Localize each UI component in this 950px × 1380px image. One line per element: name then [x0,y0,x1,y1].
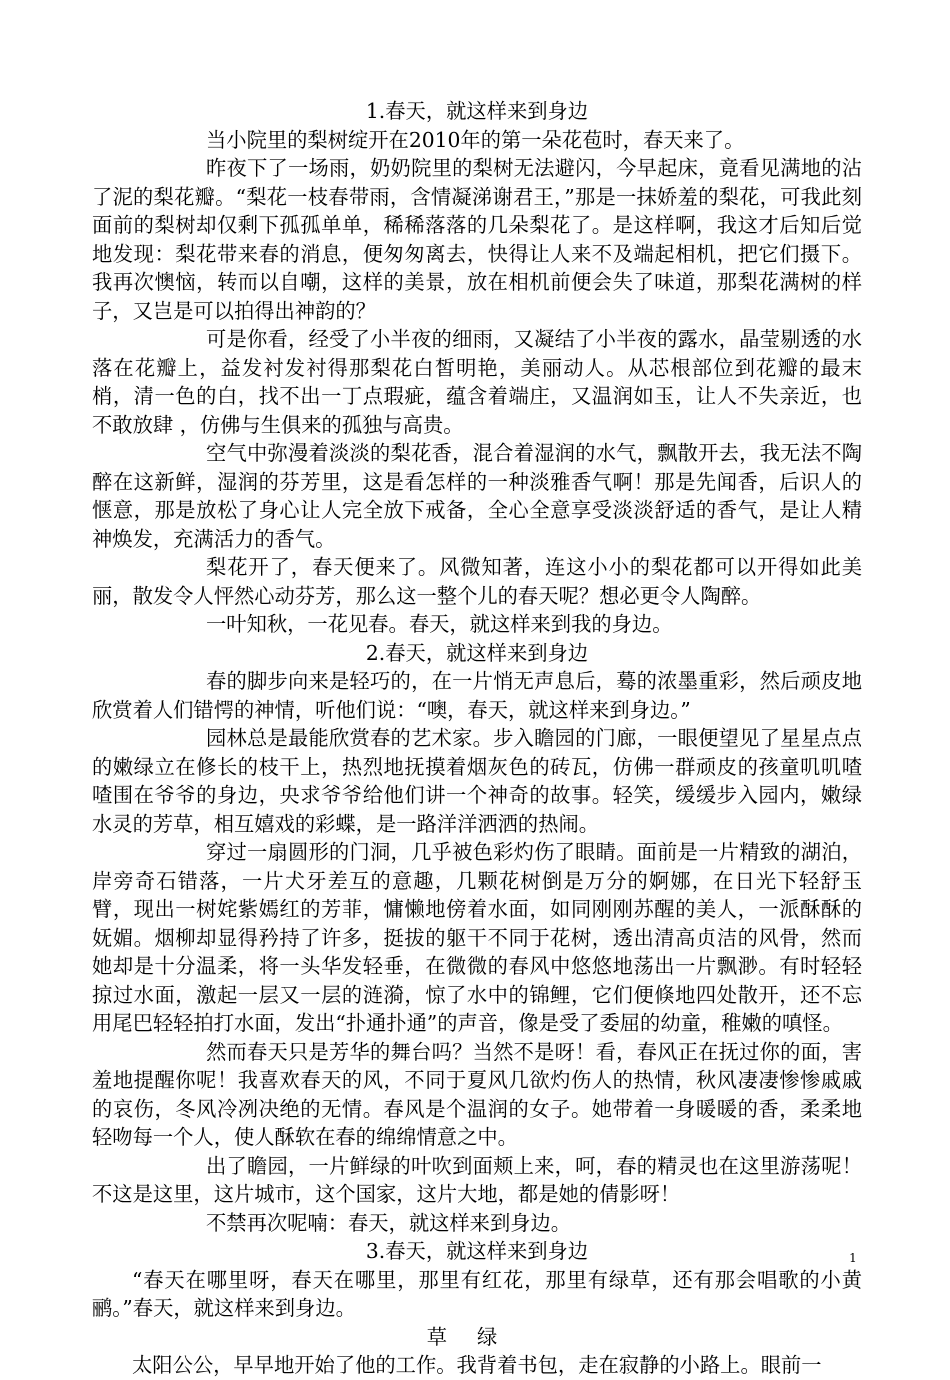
paragraph: 梨花开了，春天便来了。风微知著，连这小小的梨花都可以开得如此美丽，散发令人怦然心动芬芳，那么这一整个儿的春天呢？想必更令人陶醉。 [92,555,862,608]
page-number: 1 [849,1251,857,1265]
paragraph: “春天在哪里呀，春天在哪里，那里有红花，那里有绿草，还有那会唱歌的小黄鹂。”春天，就这样来到身边。 [92,1267,862,1320]
section-3-title: 3.春天，就这样来到身边 [365,1239,589,1263]
section-2-title: 2.春天，就这样来到身边 [365,640,589,665]
paragraph: 可是你看，经受了小半夜的细雨，又凝结了小半夜的露水，晶莹剔透的水落在花瓣上，益发衬发衬得那梨花白皙明艳，美丽动人。从芯根部位到花瓣的最末梢，清一色的白，找不出一丁点瑕疵，蕴含着端庄，又温润如玉，让人不失亲近，也不敢放肆 ，仿佛与生俱来的孤独与高贵。 [92,327,862,437]
paragraph: 园林总是最能欣赏春的艺术家。步入瞻园的门廊，一眼便望见了星星点点的嫩绿立在修长的枝干上，热烈地抚摸着烟灰色的砖瓦，仿佛一群顽皮的孩童叽叽喳喳围在爷爷的身边，央求爷爷给他们讲一个神奇的故事。轻笑，缓缓步入园内，嫩绿水灵的芳草，相互嬉戏的彩蝶，是一路洋洋洒洒的热闹。 [92,726,862,836]
document-body [92,97,862,1380]
section-1-title: 1.春天，就这样来到身边 [365,99,589,123]
paragraph: 穿过一扇圆形的门洞，几乎被色彩灼伤了眼睛。面前是一片精致的湖泊，岸旁奇石错落，一片犬牙差互的意趣，几颗花树倒是万分的婀娜，在日光下轻舒玉臂，现出一树姹紫嫣红的芳菲，慵懒地傍着水面，如同刚刚苏醒的美人，一派酥酥的妩媚。烟柳却显得矜持了许多，挺拔的躯干不同于花树，透出清高贞洁的风骨，然而她却是十分温柔，将一头华发轻垂，在微微的春风中悠悠地荡出一片飘渺。有时轻轻掠过水面，激起一层又一层的涟漪，惊了水中的锦鲤，它们便倏地四处散开，还不忘用尾巴轻轻拍打水面，发出“扑通扑通”的声音，像是受了委屈的幼童，稚嫩的嗔怪。 [92,840,862,1035]
paragraph: 春的脚步向来是轻巧的，在一片悄无声息后，蓦的浓墨重彩，然后顽皮地欣赏着人们错愕的神情，听他们说：“噢，春天，就这样来到身边。” [92,669,862,722]
paragraph: 当小院里的梨树绽开在2010年的第一朵花苞时，春天来了。 [206,127,745,152]
paragraph: 昨夜下了一场雨，奶奶院里的梨树无法避闪，今早起床，竟看见满地的沾了泥的梨花瓣。“梨花一枝春带雨，含情凝涕谢君王，”那是一抹娇羞的梨花，可我此刻面前的梨树却仅剩下孤孤单单，稀稀落落的几朵梨花了。是这样啊，我这才后知后觉地发现：梨花带来春的消息，便匆匆离去，快得让人来不及端起相机，把它们摄下。我再次懊恼，转而以自嘲，这样的美景，放在相机前便会失了味道，那梨花满树的样子，又岂是可以拍得出神韵的？ [92,156,862,323]
paragraph: 不禁再次呢喃：春天，就这样来到身边。 [206,1210,572,1235]
paragraph: 空气中弥漫着淡淡的梨花香，混合着湿润的水气，飘散开去，我无法不陶醉在这新鲜，湿润的芬芳里，这是看怎样的一种淡雅香气啊！那是先闻香，后识人的惬意，那是放松了身心让人完全放下戒备，全心全意享受淡淡舒适的香气，是让人精神焕发，充满活力的香气。 [92,441,862,551]
section-4-title: 草绿 [426,1324,528,1349]
paragraph: 然而春天只是芳华的舞台吗？当然不是呀！看，春风正在抚过你的面，害羞地提醒你呢！我喜欢春天的风，不同于夏风几欲灼伤人的热情，秋风凄凄惨惨戚戚的哀伤，冬风冷冽决绝的无情。春风是个温润的女子。她带着一身暖暖的香，柔柔地轻吻每一个人，使人酥软在春的绵绵情意之中。 [92,1039,862,1149]
paragraph: 出了瞻园，一片鲜绿的叶吹到面颊上来，呵，春的精灵也在这里游荡呢！不这是这里，这片城市，这个国家，这片大地，都是她的倩影呀！ [92,1153,862,1206]
paragraph: 太阳公公，早早地开始了他的工作。我背着书包，走在寂静的小路上。眼前一 [132,1353,822,1377]
paragraph: 一叶知秋，一花见春。春天，就这样来到我的身边。 [206,612,673,636]
